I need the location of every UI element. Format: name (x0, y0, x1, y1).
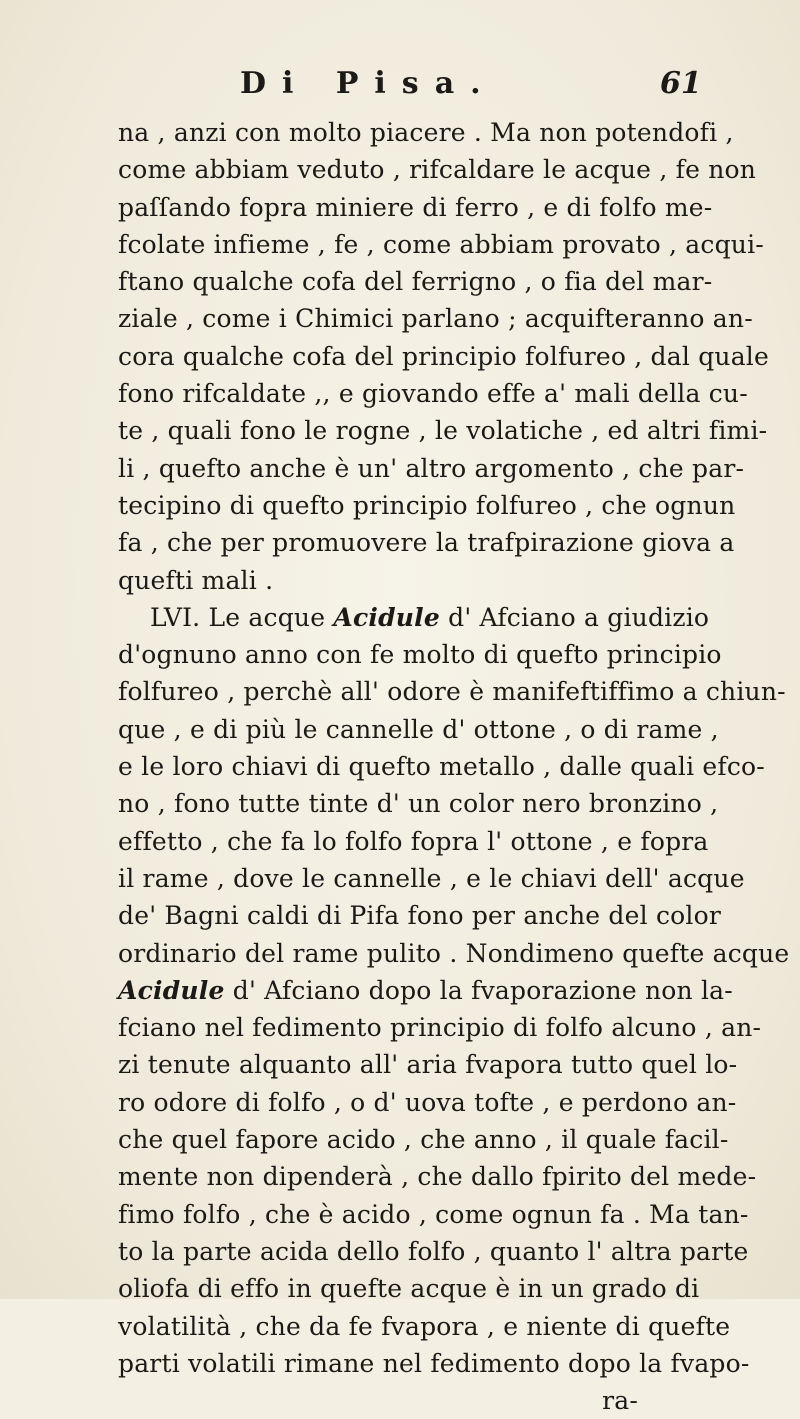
section-start-line (118, 599, 710, 636)
page-number: 61 (660, 66, 702, 101)
text-line: cora qualche cofa del principio folfureo , dal quale (118, 341, 769, 371)
text-line: che quel fapore acido , che anno , il quale facil- (118, 1125, 729, 1155)
running-head (0, 66, 800, 106)
text-line: oliofa di effo in quefte acque è in un grado di (118, 1274, 700, 1304)
text-line: quefti mali . (118, 565, 274, 595)
text-line: ziale , come i Chimici parlano ; acquifteranno an- (118, 304, 753, 334)
text-line: ro odore di folfo , o d' uova tofte , e perdono an- (118, 1087, 737, 1117)
text-line: e le loro chiavi di quefto metallo , dalle quali efco- (118, 752, 765, 782)
running-title: Di Pisa. (240, 66, 497, 101)
text-line: il rame , dove le cannelle , e le chiavi dell' acque (118, 863, 745, 893)
text-line: no , fono tutte tinte d' un color nero bronzino , (118, 789, 719, 819)
text-line: que , e di più le cannelle d' ottone , o di rame , (118, 714, 719, 744)
text-line: ordinario del rame pulito . Nondimeno quefte acque (118, 938, 790, 968)
text-line: mente non dipenderà , che dallo fpirito del mede- (118, 1162, 757, 1192)
text-line: fciano nel fedimento principio di folfo alcuno , an- (118, 1013, 762, 1043)
text-line: de' Bagni caldi di Pifa fono per anche del color (118, 901, 721, 931)
text-line: li , quefto anche è un' altro argomento , che par- (118, 453, 745, 483)
text-line-with-emphasis (118, 972, 733, 1009)
emphasized-word: Acidule (333, 602, 440, 632)
text-line: zi tenute alquanto all' aria fvapora tutto quel lo- (118, 1050, 738, 1080)
text-line: fa , che per promuovere la trafpirazione giova a (118, 528, 735, 558)
text-line: effetto , che fa lo folfo fopra l' ottone , e fopra (118, 826, 709, 856)
catchword: ra- (602, 1386, 638, 1416)
text-line: volatilità , che da fe fvapora , e niente di quefte (118, 1311, 731, 1341)
text-line: to la parte acida dello folfo , quanto l' altra parte (118, 1236, 749, 1266)
text-line: parti volatili rimane nel fedimento dopo la fvapo- (118, 1348, 750, 1378)
text-line: paſſando fopra miniere di ferro , e di folfo me- (118, 192, 713, 222)
text-fragment: d' Afciano a giudizio (448, 602, 710, 632)
text-line: na , anzi con molto piacere . Ma non potendofi , (118, 118, 734, 147)
body-text (118, 114, 790, 1419)
emphasized-word: Acidule (118, 975, 225, 1005)
text-line: come abbiam veduto , rifcaldare le acque , fe non (118, 155, 757, 185)
text-line: fono rifcaldate ,, e giovando effe a' mali della cu- (118, 379, 748, 409)
text-line: tecipino di quefto principio folfureo , che ognun (118, 490, 736, 520)
section-number: LVI. (150, 602, 201, 632)
text-fragment: d' Afciano dopo la fvaporazione non la- (232, 975, 733, 1005)
text-line: ftano qualche cofa del ferrigno , o fia del mar- (118, 267, 713, 297)
text-line: d'ognuno anno con fe molto di quefto principio (118, 640, 722, 670)
text-line: folfureo , perchè all' odore è manifeftiffimo a chiun- (118, 677, 786, 707)
text-line: te , quali fono le rogne , le volatiche , ed altri fimi- (118, 416, 768, 446)
text-line: fcolate infieme , fe , come abbiam provato , acqui- (118, 229, 764, 259)
text-line: fimo folfo , che è acido , come ognun fa . Ma tan- (118, 1199, 749, 1229)
text-fragment: Le acque (208, 602, 326, 632)
